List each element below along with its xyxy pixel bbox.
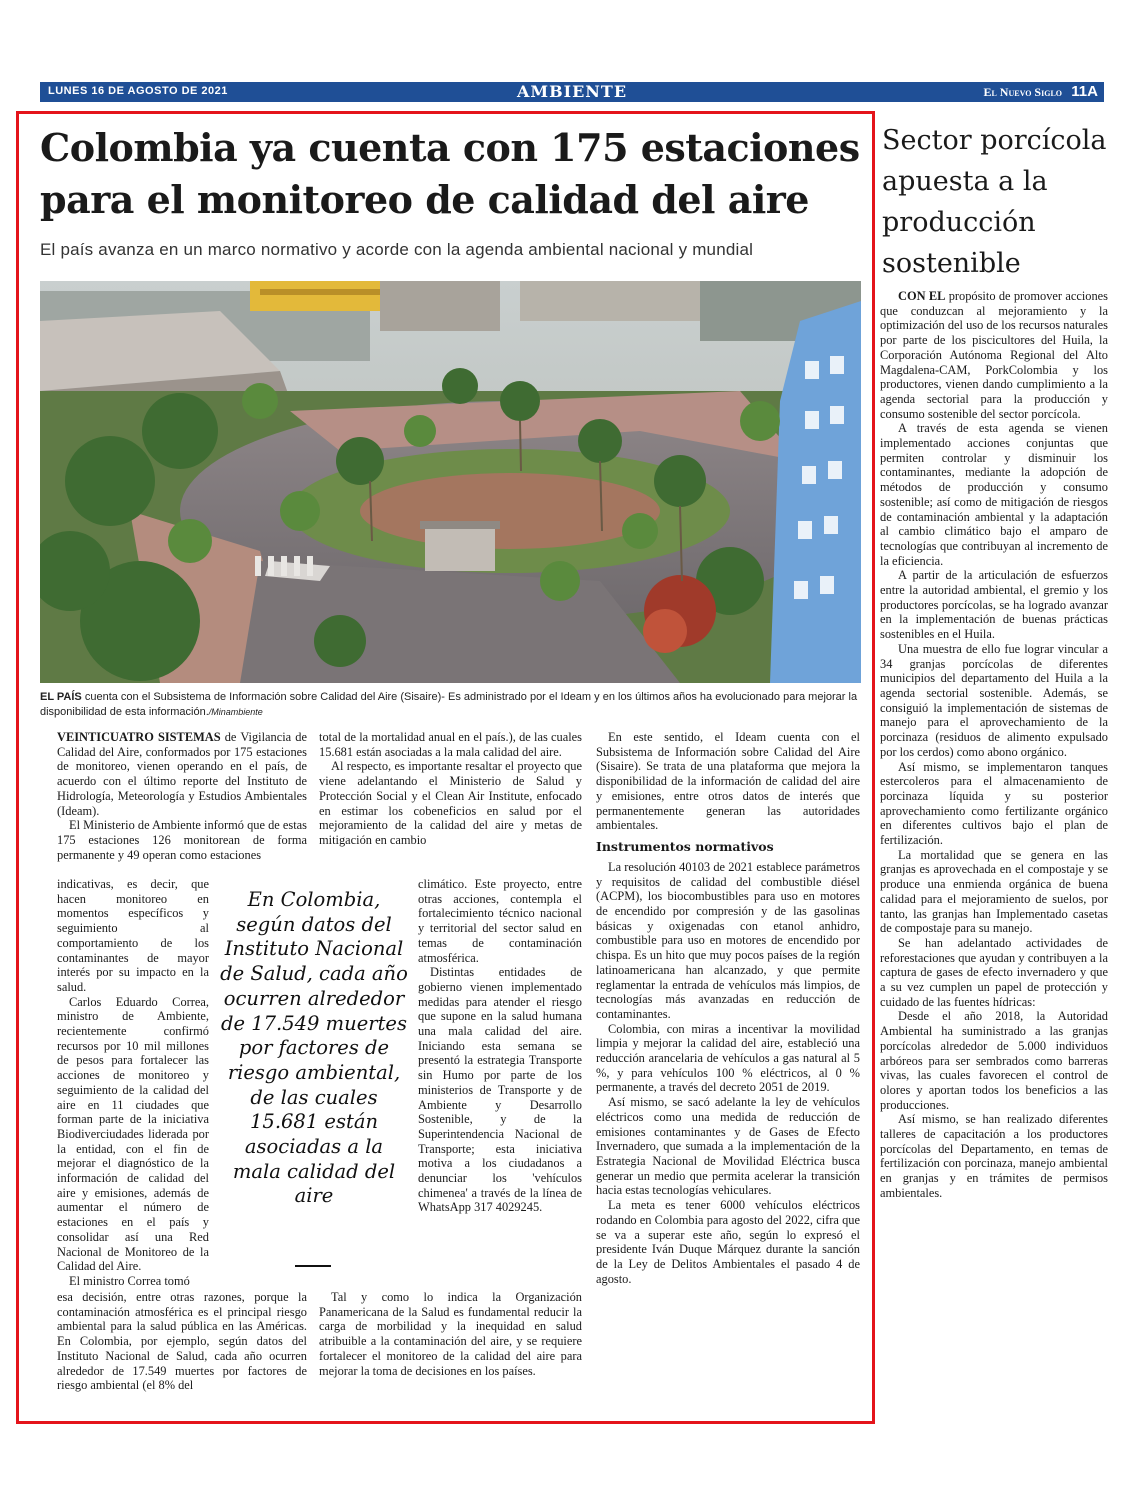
- side-article-paragraph: Desde el año 2018, la Autoridad Ambiental ha suministrado a las granjas porcícolas alrededor de 5.000 individuos arbóreos para ser sembrados como barreras vivas, las cuales favorecen el control de olores y aportan todos los beneficios a las producciones.: [880, 1009, 1108, 1112]
- side-article-paragraph: Así mismo, se han realizado diferentes talleres de capacitación a los productores porcícolas del Departamento, en temas de fertilización con porcinaza, manejo ambiental en granjas y en trámites de permisos ambientales.: [880, 1112, 1108, 1200]
- article-column-1-narrow: [57, 877, 209, 1289]
- article-paragraph: Así mismo, se sacó adelante la ley de vehículos eléctricos como una medida de reducción de emisiones contaminantes y de Gases de Efecto Invernadero, que sumada a la implementación de la Estrategia Nacional de Movilidad Eléctrica busca generar un medio que permita acelerar la transición hacia estas tecnologías vehiculares.: [596, 1095, 860, 1198]
- header-section-title: AMBIENTE: [516, 82, 628, 101]
- article-paragraph: La resolución 40103 de 2021 establece parámetros y requisitos de calidad del combustible diésel (ACPM), los biocombustibles para uso en motores de encendido por compresión y de las gasolinas básicas y oxigenadas con etanol anhidro, combustible para uso en motores de encendido por chispa. Es un hito que muy pocos países de la región latinoamericana han alcanzado, y que permite reglamentar la entrada de vehículos más limpios, de tecnologías más avanzadas en reducción de contaminantes.: [596, 859, 860, 1021]
- article-lead-paragraph: VEINTICUATRO SISTEMAS de Vigilancia de Calidad del Aire, conformados por 175 estaciones de monitoreo, vienen operando en el país, de acuerdo con el último reporte del Instituto de Hidrología, Meteorología y Estudios Ambientales (Ideam).: [57, 730, 307, 818]
- article-column-3: [596, 730, 860, 1286]
- side-article-paragraph: La mortalidad que se genera en las granjas es aprovechada en el compostaje y se produce una enmienda orgánica de buena calidad para el mejoramiento de suelos, por tanto, las granjas han Implementado casetas de compostaje para su manejo.: [880, 847, 1108, 936]
- article-paragraph: total de la mortalidad anual en el país.), de las cuales 15.681 están asociadas a la mala calidad del aire.: [319, 730, 582, 759]
- caption-credit: /Minambiente: [208, 707, 263, 717]
- article-headline: Colombia ya cuenta con 175 estaciones para el monitoreo de calidad del aire: [40, 125, 860, 222]
- side-article-headline: Sector porcícola apuesta a la producción sostenible: [882, 125, 1107, 279]
- lead-bold-text: VEINTICUATRO SISTEMAS: [57, 730, 221, 744]
- page-header-bar: [40, 82, 1104, 102]
- newspaper-name: El Nuevo Siglo: [983, 85, 1062, 99]
- side-article-paragraph: Así mismo, se implementaron tanques estercoleros para el almacenamiento de porcinaza líquida y su posterior aprovechamiento como fertilizante orgánico en diferentes cultivos bajo el plan de fertilización.: [880, 759, 1108, 848]
- caption-lead: EL PAÍS: [40, 691, 82, 703]
- article-paragraph: El ministro Correa tomó: [69, 1273, 190, 1288]
- article-paragraph: Al respecto, es importante resaltar el proyecto que viene adelantando el Ministerio de Salud y Protección Social y el Clean Air Institute, enfocado en estimar los cobeneficios en salud por el mejoramiento de la calidad del aire y metas de mitigación en cambio: [319, 759, 582, 847]
- article-paragraph: Distintas entidades de gobierno vienen implementado medidas para atender el riesgo que supone en la salud humana una mala calidad del aire. Iniciando esta semana se presentó la estrategia Transporte sin Humo por parte de los ministerios de Transporte y de Ambiente y Desarrollo Sostenible, y de la Superintendencia Nacional de Transporte; esta iniciativa motiva a los ciudadanos a denunciar los 'vehículos chimenea' a través de la línea de WhatsApp 317 4029245.: [418, 965, 582, 1215]
- article-paragraph: Carlos Eduardo Correa, ministro de Ambiente, recientemente confirmó recursos por 10 mil millones de pesos para fortalecer las acciones de monitoreo y seguimiento de la calidad del aire en 11 ciudades que forman parte de la iniciativa Biodiverciudades liderada por la entidad, con el fin de mejorar el diagnóstico de la información de calidad del aire y emisiones, además de aumentar el número de estaciones en el país y consolidar así una Red Nacional de Monitoreo de la Calidad del Aire.: [57, 994, 209, 1274]
- side-lead-bold-text: CON EL: [898, 289, 946, 303]
- side-article-body: [880, 289, 1108, 1201]
- article-paragraph: climático. Este proyecto, entre otras acciones, contempla el fortalecimiento técnico nacional y territorial del sector salud en temas de contaminación atmosférica.: [418, 877, 582, 965]
- caption-text: cuenta con el Subsistema de Información sobre Calidad del Aire (Sisaire)- Es administrado por el Ideam y en los últimos años ha evolucionado para mejorar la disponibilidad de esta información.: [40, 691, 858, 718]
- article-paragraph: Colombia, con miras a incentivar la movilidad limpia y mejorar la calidad del aire, estableció una reducción arancelaria de vehículos a gas natural al 5 %, y para vehículos 100 % eléctricos, al 0 % permanente, a través del decreto 2051 de 2019.: [596, 1021, 860, 1095]
- side-article-paragraph: Se han adelantado actividades de reforestaciones que ayudan y contribuyen a la captura de gases de efecto invernadero y que a su vez cumplen un papel de protección y cuidado de las fuentes hídricas:: [880, 935, 1108, 1009]
- article-paragraph: Tal y como lo indica la Organización Panamericana de la Salud es fundamental reducir la carga de morbilidad y la inequidad en salud atribuible a la contaminación del aire, y se requiere fortalecer el monitoreo de la calidad del aire para mejorar la toma de decisiones en los países.: [319, 1290, 582, 1378]
- article-subheadline: El país avanza en un marco normativo y acorde con la agenda ambiental nacional y mundial: [40, 240, 754, 259]
- section-subheading: Instrumentos normativos: [596, 838, 774, 854]
- article-paragraph: esa decisión, entre otras razones, porque la contaminación atmosférica es el principal riesgo ambiental para la salud pública en las Américas. En Colombia, por ejemplo, según datos del Instituto Nacional de Salud, cada año ocurren alrededor de 17.549 muertes por factores de riesgo ambiental (el 8% del: [57, 1290, 307, 1393]
- photo-caption: [40, 690, 860, 720]
- article-paragraph: En este sentido, el Ideam cuenta con el Subsistema de Información sobre Calidad del Aire (Sisaire). Se trata de una plataforma que mejora la disponibilidad de la información de calidad del aire y emisiones, entre otros datos de interés que permanentemente generan las autoridades ambientales.: [596, 730, 860, 833]
- article-paragraph: El Ministerio de Ambiente informó que de estas 175 estaciones 126 monitorean de forma permanente y 49 operan como estaciones: [57, 818, 307, 862]
- article-column-1-top: [57, 730, 307, 862]
- pull-quote: En Colombia, según datos del Instituto Nacional de Salud, cada año ocurren alrededor de 17.549 muertes por factores de riesgo ambiental, de las cuales 15.681 están asociadas a la mala calidad del aire: [220, 888, 408, 1208]
- side-article-paragraph: A través de esta agenda se vienen implementado acciones conjuntas que permiten controlar y disminuir los contaminantes, mediante la adopción de métodos de producción y consumo sostenible; así como de mitigación de riesgos de contaminación ambiental y la adaptación al cambio climático bajo el amparo de tecnologías que contribuyan al incremento de la eficiencia.: [880, 421, 1108, 568]
- side-article-paragraph: A partir de la articulación de esfuerzos entre la autoridad ambiental, el gremio y los productores porcícolas, se ha logrado avanzar en la implementación de buenas prácticas sostenibles en el Huila.: [880, 568, 1108, 642]
- side-article-paragraph: CON EL propósito de promover acciones que conduzcan al mejoramiento y la optimización del uso de los recursos naturales por parte de los piscicultores del Huila, la Corporación Autónoma Regional del Alto Magdalena-CAM, PorkColombia y los productores, vienen dando cumplimiento a la agenda sectorial para la producción y consumo sostenible del sector porcícola.: [880, 289, 1108, 421]
- article-column-1-bottom: [57, 1290, 307, 1393]
- article-column-2-bottom: [319, 1290, 582, 1378]
- article-column-2-top: [319, 730, 582, 848]
- page-number: 11A: [1071, 83, 1098, 100]
- article-column-2-narrow: [418, 877, 582, 1215]
- article-photo: [40, 281, 861, 683]
- article-paragraph: La meta es tener 6000 vehículos eléctricos rodando en Colombia para agosto del 2022, cifra que se va a superar este año, según lo expresó el presidente Iván Duque Márquez durante la sanción de la Ley de Delitos Ambientales el pasado 4 de agosto.: [596, 1198, 860, 1286]
- article-paragraph: indicativas, es decir, que hacen monitoreo en momentos específicos y seguimiento al comportamiento de los contaminantes de mayor interés por su impacto en la salud.: [57, 877, 209, 994]
- header-date: LUNES 16 DE AGOSTO DE 2021: [48, 85, 228, 97]
- side-article-paragraph: Una muestra de ello fue lograr vincular a 34 granjas porcícolas de diferentes municipios del departamento del Huila a la agenda sectorial sostenible. Además, se consiguió la implementación de sistemas de manejo para el aprovechamiento de la porcinaza (residuos de alimento expulsado por los cerdos) como abono orgánico.: [880, 641, 1108, 759]
- pull-quote-rule: [295, 1265, 331, 1267]
